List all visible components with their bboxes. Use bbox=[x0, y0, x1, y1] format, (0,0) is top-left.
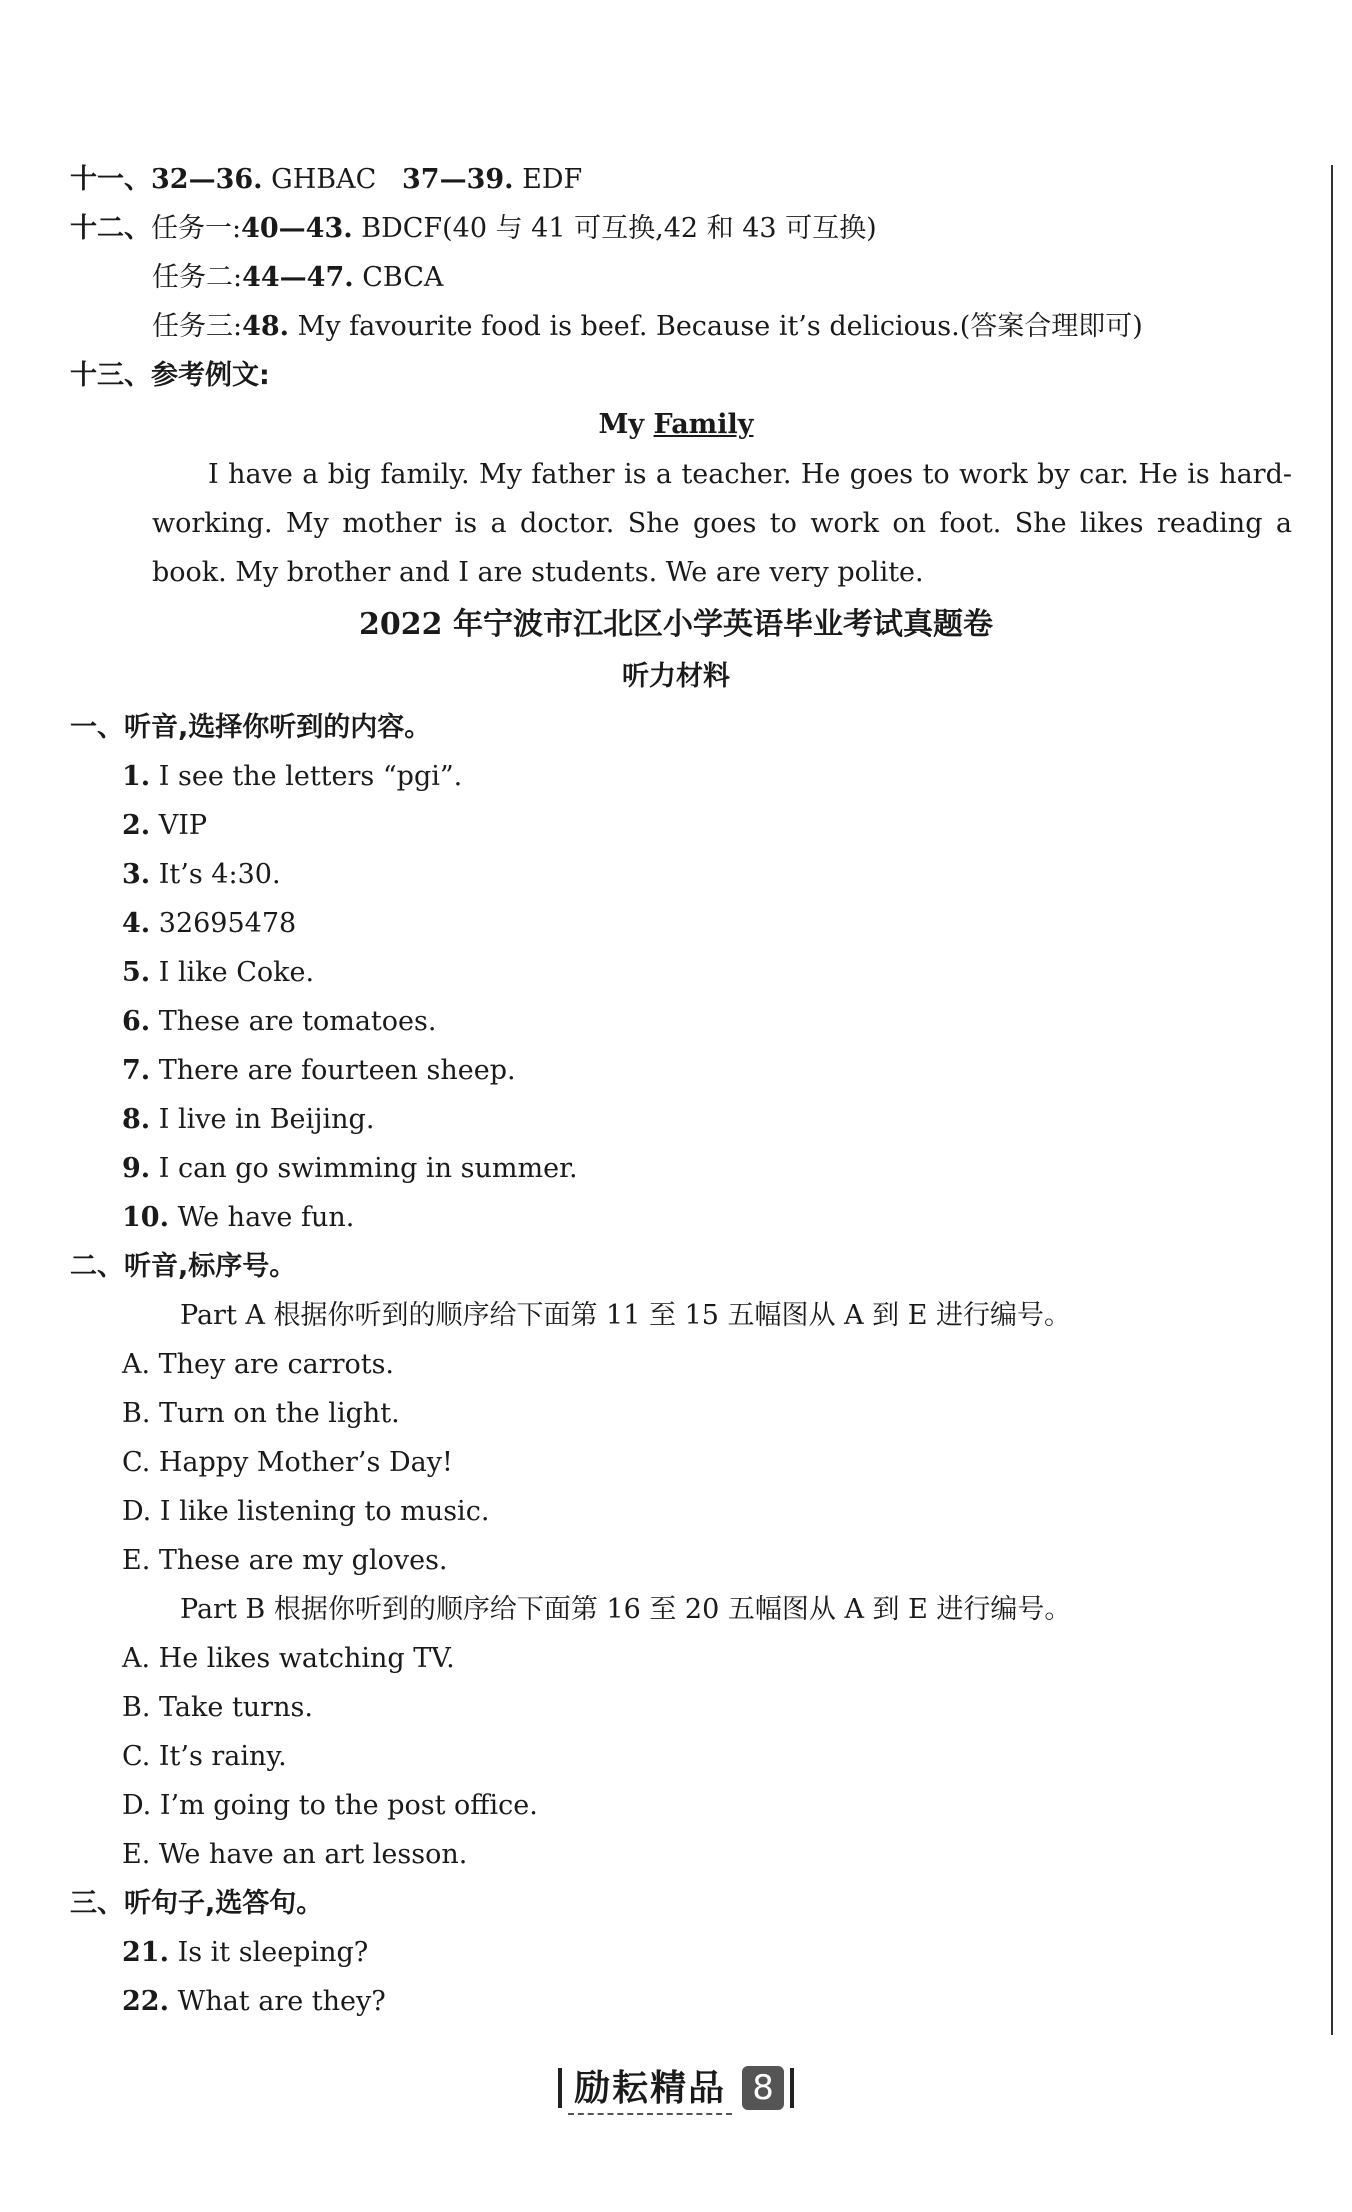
answer-section-12-task3 bbox=[152, 309, 1143, 345]
footer-bar-left bbox=[558, 2068, 562, 2108]
answer-section-12-task2 bbox=[152, 260, 443, 296]
list-item: 9. I can go swimming in summer. bbox=[122, 1153, 578, 1184]
list-item: 8. I live in Beijing. bbox=[122, 1104, 375, 1135]
section-label: 十一、 bbox=[70, 164, 151, 195]
answer-value: My favourite food is beef. Because it’s delicious.(答案合理即可) bbox=[289, 311, 1143, 342]
task-label: 任务三: bbox=[152, 311, 243, 342]
list-item: A. They are carrots. bbox=[122, 1349, 395, 1380]
list-item: C. It’s rainy. bbox=[122, 1741, 287, 1772]
part2-a-instruction: Part A 根据你听到的顺序给下面第 11 至 15 五幅图从 A 到 E 进行编号。 bbox=[180, 1300, 1072, 1331]
essay-title-part: My bbox=[598, 409, 654, 440]
exam-subtitle: 听力材料 bbox=[622, 661, 730, 692]
footer-brand: 励耘精品 bbox=[568, 2060, 732, 2115]
list-item: D. I like listening to music. bbox=[122, 1496, 490, 1527]
list-item: 21. Is it sleeping? bbox=[122, 1937, 369, 1968]
list-item: B. Take turns. bbox=[122, 1692, 313, 1723]
essay-title-underlined: Family bbox=[653, 409, 754, 440]
exam-title: 2022 年宁波市江北区小学英语毕业考试真题卷 bbox=[359, 607, 993, 642]
list-item: B. Turn on the light. bbox=[122, 1398, 400, 1429]
question-range: 37—39. bbox=[402, 164, 514, 195]
page-number: 8 bbox=[742, 2066, 784, 2110]
footer-bar-right bbox=[790, 2068, 794, 2108]
page-footer bbox=[0, 2060, 1352, 2115]
answer-value: BDCF(40 与 41 可互换,42 和 43 可互换) bbox=[352, 213, 877, 244]
list-item: A. He likes watching TV. bbox=[122, 1643, 455, 1674]
essay-body: I have a big family. My father is a teacher. He goes to work by car. He is hard-working. My mother is a doctor. She goes to work on foot. She likes reading a book. My brother and I are students. We are very polite. bbox=[152, 459, 1292, 588]
list-item: 7. There are fourteen sheep. bbox=[122, 1055, 516, 1086]
list-item: E. These are my gloves. bbox=[122, 1545, 448, 1576]
part3-heading: 三、听句子,选答句。 bbox=[70, 1888, 324, 1919]
answer-value: EDF bbox=[513, 164, 583, 195]
question-range: 48. bbox=[242, 311, 290, 342]
answer-section-12-task1 bbox=[70, 211, 877, 247]
list-item: 2. VIP bbox=[122, 810, 208, 841]
question-range: 32—36. bbox=[151, 164, 263, 195]
essay-title bbox=[0, 407, 1352, 443]
margin-rule bbox=[1331, 165, 1333, 2035]
task-label: 任务一: bbox=[151, 213, 242, 244]
list-item: 5. I like Coke. bbox=[122, 957, 315, 988]
part2-heading: 二、听音,标序号。 bbox=[70, 1251, 297, 1282]
list-item: 4. 32695478 bbox=[122, 908, 297, 939]
answer-section-13: 十三、参考例文: bbox=[70, 360, 270, 391]
task-label: 任务二: bbox=[152, 262, 243, 293]
question-range: 44—47. bbox=[242, 262, 354, 293]
answer-value: GHBAC bbox=[262, 164, 377, 195]
list-item: 6. These are tomatoes. bbox=[122, 1006, 437, 1037]
answer-value: CBCA bbox=[353, 262, 444, 293]
list-item: E. We have an art lesson. bbox=[122, 1839, 468, 1870]
list-item: 10. We have fun. bbox=[122, 1202, 355, 1233]
list-item: 3. It’s 4:30. bbox=[122, 859, 281, 890]
answer-section-11 bbox=[70, 162, 582, 198]
list-item: 22. What are they? bbox=[122, 1986, 386, 2017]
part1-heading: 一、听音,选择你听到的内容。 bbox=[70, 712, 432, 743]
list-item: 1. I see the letters “pgi”. bbox=[122, 761, 463, 792]
section-label: 十二、 bbox=[70, 213, 151, 244]
question-range: 40—43. bbox=[241, 213, 353, 244]
list-item: C. Happy Mother’s Day! bbox=[122, 1447, 453, 1478]
part2-b-instruction: Part B 根据你听到的顺序给下面第 16 至 20 五幅图从 A 到 E 进行编号。 bbox=[180, 1594, 1072, 1625]
list-item: D. I’m going to the post office. bbox=[122, 1790, 538, 1821]
